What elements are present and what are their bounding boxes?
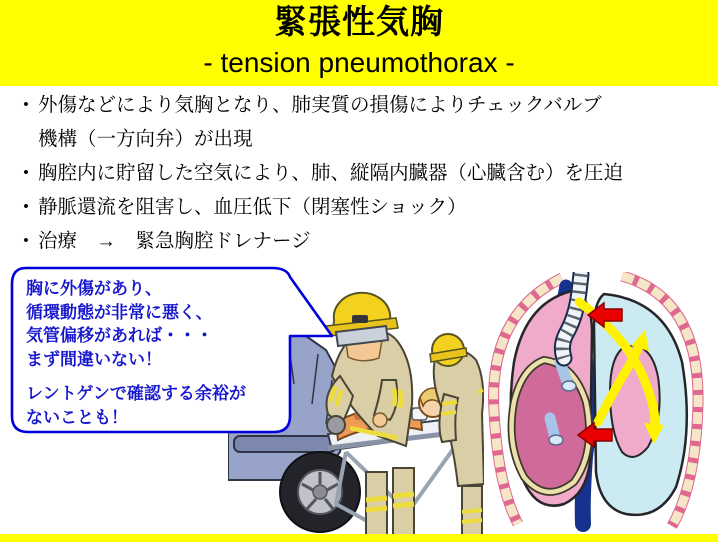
bullet-marker: • bbox=[23, 198, 29, 215]
bullet-item bbox=[14, 224, 712, 258]
bullet-marker: • bbox=[23, 164, 29, 181]
slide-title: 緊張性気胸 bbox=[274, 3, 444, 40]
bullet-marker: • bbox=[23, 232, 29, 249]
bullet-text: 外傷などにより気胸となり、肺実質の損傷によりチェックバルブ 機構（一方向弁）が出現 bbox=[38, 94, 602, 150]
bullet-text: 胸腔内に貯留した空気により、肺、縦隔内臓器（心臓含む）を圧迫 bbox=[38, 162, 624, 184]
speech-bubble-paragraph: レントゲンで確認する余裕が ないことも！ bbox=[26, 384, 246, 427]
speech-bubble-paragraph: 胸に外傷があり、 循環動態が非常に悪く、 気管偏移があれば・・・ まず間違いない！ bbox=[26, 279, 213, 369]
footer-bar bbox=[0, 534, 718, 542]
bullet-text: 静脈還流を阻害し、血圧低下（閉塞性ショック） bbox=[38, 196, 467, 218]
firefighter-legs bbox=[366, 468, 414, 536]
heart bbox=[512, 360, 590, 492]
bullet-text: 治療 → 緊急胸腔ドレナージ bbox=[38, 230, 311, 252]
bullet-item bbox=[14, 88, 712, 156]
bullet-item bbox=[14, 190, 712, 224]
car-wheel bbox=[280, 452, 360, 532]
chest-diagram bbox=[486, 272, 718, 538]
title-banner bbox=[0, 0, 718, 86]
bullet-item bbox=[14, 156, 712, 190]
speech-bubble-text bbox=[26, 277, 282, 440]
slide-subtitle: - tension pneumothorax - bbox=[203, 47, 515, 78]
bullet-marker: • bbox=[23, 96, 29, 113]
bullet-list bbox=[14, 88, 712, 258]
